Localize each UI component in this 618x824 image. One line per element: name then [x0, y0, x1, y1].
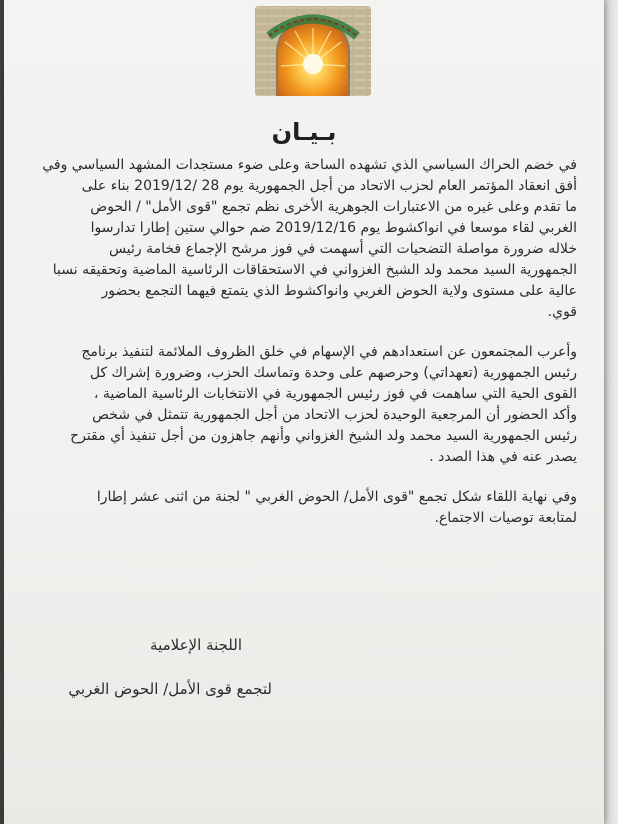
text-line: ما تقدم وعلى غيره من الاعتبارات الجوهرية الأخرى نظم تجمع "قوى الأمل" / الحوض	[90, 199, 577, 215]
signature-committee: اللجنة الإعلامية	[150, 636, 242, 654]
party-logo	[255, 6, 371, 96]
text-line: قوي.	[547, 304, 577, 320]
text-line: وأعرب المجتمعون عن استعدادهم في الإسهام في خلق الظروف الملائمة لتنفيذ برنامج	[81, 344, 577, 360]
text-line: رئيس الجمهورية السيد محمد ولد الشيخ الغزواني وأنهم جاهزون من أجل تنفيذ أي مقترح	[70, 428, 577, 444]
paragraph-3	[34, 487, 577, 529]
document-title: بـيـان	[271, 118, 337, 146]
text-line: أفق انعقاد المؤتمر العام لحزب الاتحاد من أجل الجمهورية يوم 28 /2019/12 بناء على	[81, 178, 577, 194]
paragraph-1	[34, 155, 577, 323]
text-line: عالية على مستوى ولاية الحوض الغربي وانواكشوط الذي يتمتع فيهما التجمع بحضور	[101, 283, 577, 299]
text-line: لمتابعة توصيات الاجتماع.	[434, 510, 577, 526]
text-line: وفي نهاية اللقاء شكل تجمع "قوى الأمل/ الحوض الغربي " لجنة من اثنى عشر إطارا	[96, 489, 577, 505]
text-line: وأكد الحضور أن المرجعية الوحيدة لحزب الاتحاد من أجل الجمهورية تتمثل في شخص	[92, 407, 577, 423]
text-line: رئيس الجمهورية (تعهداتي) وحرصهم على وحدة وتماسك الحزب، وضرورة إشراك كل	[89, 365, 577, 381]
paragraph-2	[34, 342, 577, 468]
text-line: القوى الحية التي ساهمت في فوز رئيس الجمهورية في الانتخابات الرئاسية الماضية ،	[93, 386, 577, 402]
text-line: الغربي لقاء موسعا في انواكشوط يوم 2019/12/16 ضم حوالي ستين إطارا تدارسوا	[90, 220, 577, 236]
document-page	[4, 0, 604, 824]
text-line: خلاله ضرورة مواصلة التضحيات التي أسهمت في فوز مرشح الإجماع فخامة رئيس	[108, 241, 577, 257]
text-line: الجمهورية السيد محمد ولد الشيخ الغزواني في الاستحقاقات الرئاسية الماضية وتحقيقه نسبا	[52, 262, 577, 278]
signature-organization: لتجمع قوى الأمل/ الحوض الغربي	[68, 680, 272, 698]
text-line: في خضم الحراك السياسي الذي تشهده الساحة وعلى ضوء مستجدات المشهد السياسي وفي	[42, 157, 577, 173]
text-line: يصدر عنه في هذا الصدد .	[429, 449, 577, 465]
logo-emblem	[255, 6, 371, 96]
